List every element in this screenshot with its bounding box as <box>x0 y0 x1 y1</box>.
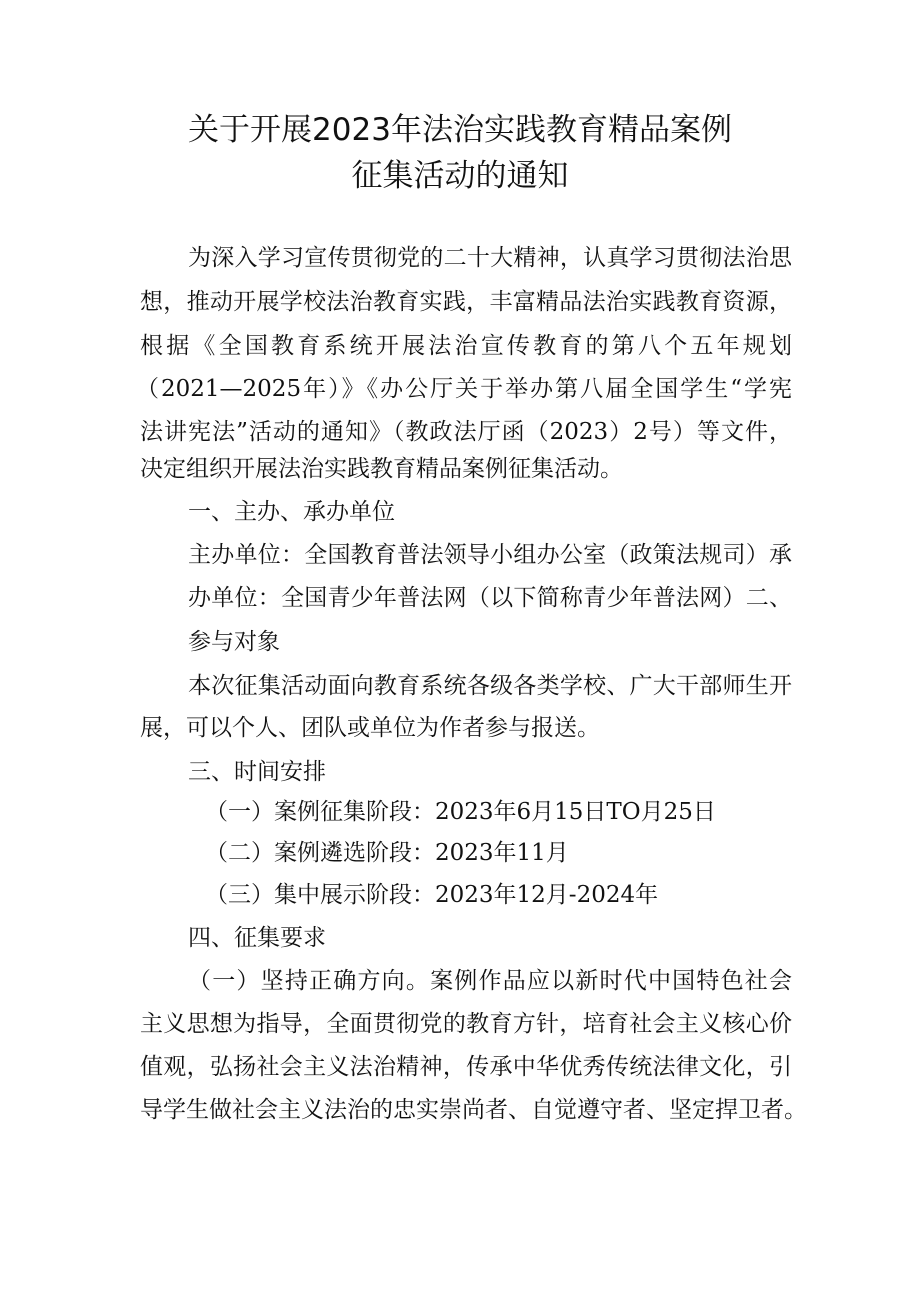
paragraph-line: 主办单位：全国教育普法领导小组办公室（政策法规司）承 <box>188 542 792 568</box>
paragraph-line: 根据《全国教育系统开展法治宣传教育的第八个五年规划 <box>140 333 792 359</box>
title-line-2: 征集活动的通知 <box>351 158 569 194</box>
paragraph-line: 办单位：全国青少年普法网（以下简称青少年普法网）二、 <box>188 585 792 611</box>
schedule-item: （一）案例征集阶段：2023年6月15日TO月25日 <box>205 799 716 825</box>
section-heading: 四、征集要求 <box>188 925 326 951</box>
paragraph-line: 展，可以个人、团队或单位为作者参与报送。 <box>140 715 600 741</box>
schedule-item: （三）集中展示阶段：2023年12月-2024年 <box>205 882 659 908</box>
title-line-1: 关于开展2023年法治实践教育精品案例 <box>188 112 732 148</box>
paragraph-line: 法讲宪法”活动的通知》（教政法厅函（2023）2号）等文件， <box>140 419 792 445</box>
section-heading: 三、时间安排 <box>188 759 326 785</box>
paragraph-line: 想，推动开展学校法治教育实践，丰富精品法治实践教育资源， <box>140 289 792 315</box>
paragraph-line: 导学生做社会主义法治的忠实崇尚者、自觉遵守者、坚定捍卫者。 <box>140 1097 807 1123</box>
section-heading: 参与对象 <box>188 629 280 655</box>
paragraph-line: 决定组织开展法治实践教育精品案例征集活动。 <box>140 456 623 482</box>
paragraph-line: 为深入学习宣传贯彻党的二十大精神，认真学习贯彻法治思 <box>188 245 792 271</box>
paragraph-line: （2021—2025年）》《办公厅关于举办第八届全国学生“学宪 <box>136 376 792 402</box>
paragraph-line: 本次征集活动面向教育系统各级各类学校、广大干部师生开 <box>188 673 792 699</box>
paragraph-line: （一）坚持正确方向。案例作品应以新时代中国特色社会 <box>188 968 792 994</box>
schedule-item: （二）案例遴选阶段：2023年11月 <box>205 840 569 866</box>
paragraph-line: 值观，弘扬社会主义法治精神，传承中华优秀传统法律文化，引 <box>140 1054 792 1080</box>
paragraph-line: 主义思想为指导，全面贯彻党的教育方针，培育社会主义核心价 <box>140 1011 792 1037</box>
section-heading: 一、主办、承办单位 <box>188 499 395 525</box>
